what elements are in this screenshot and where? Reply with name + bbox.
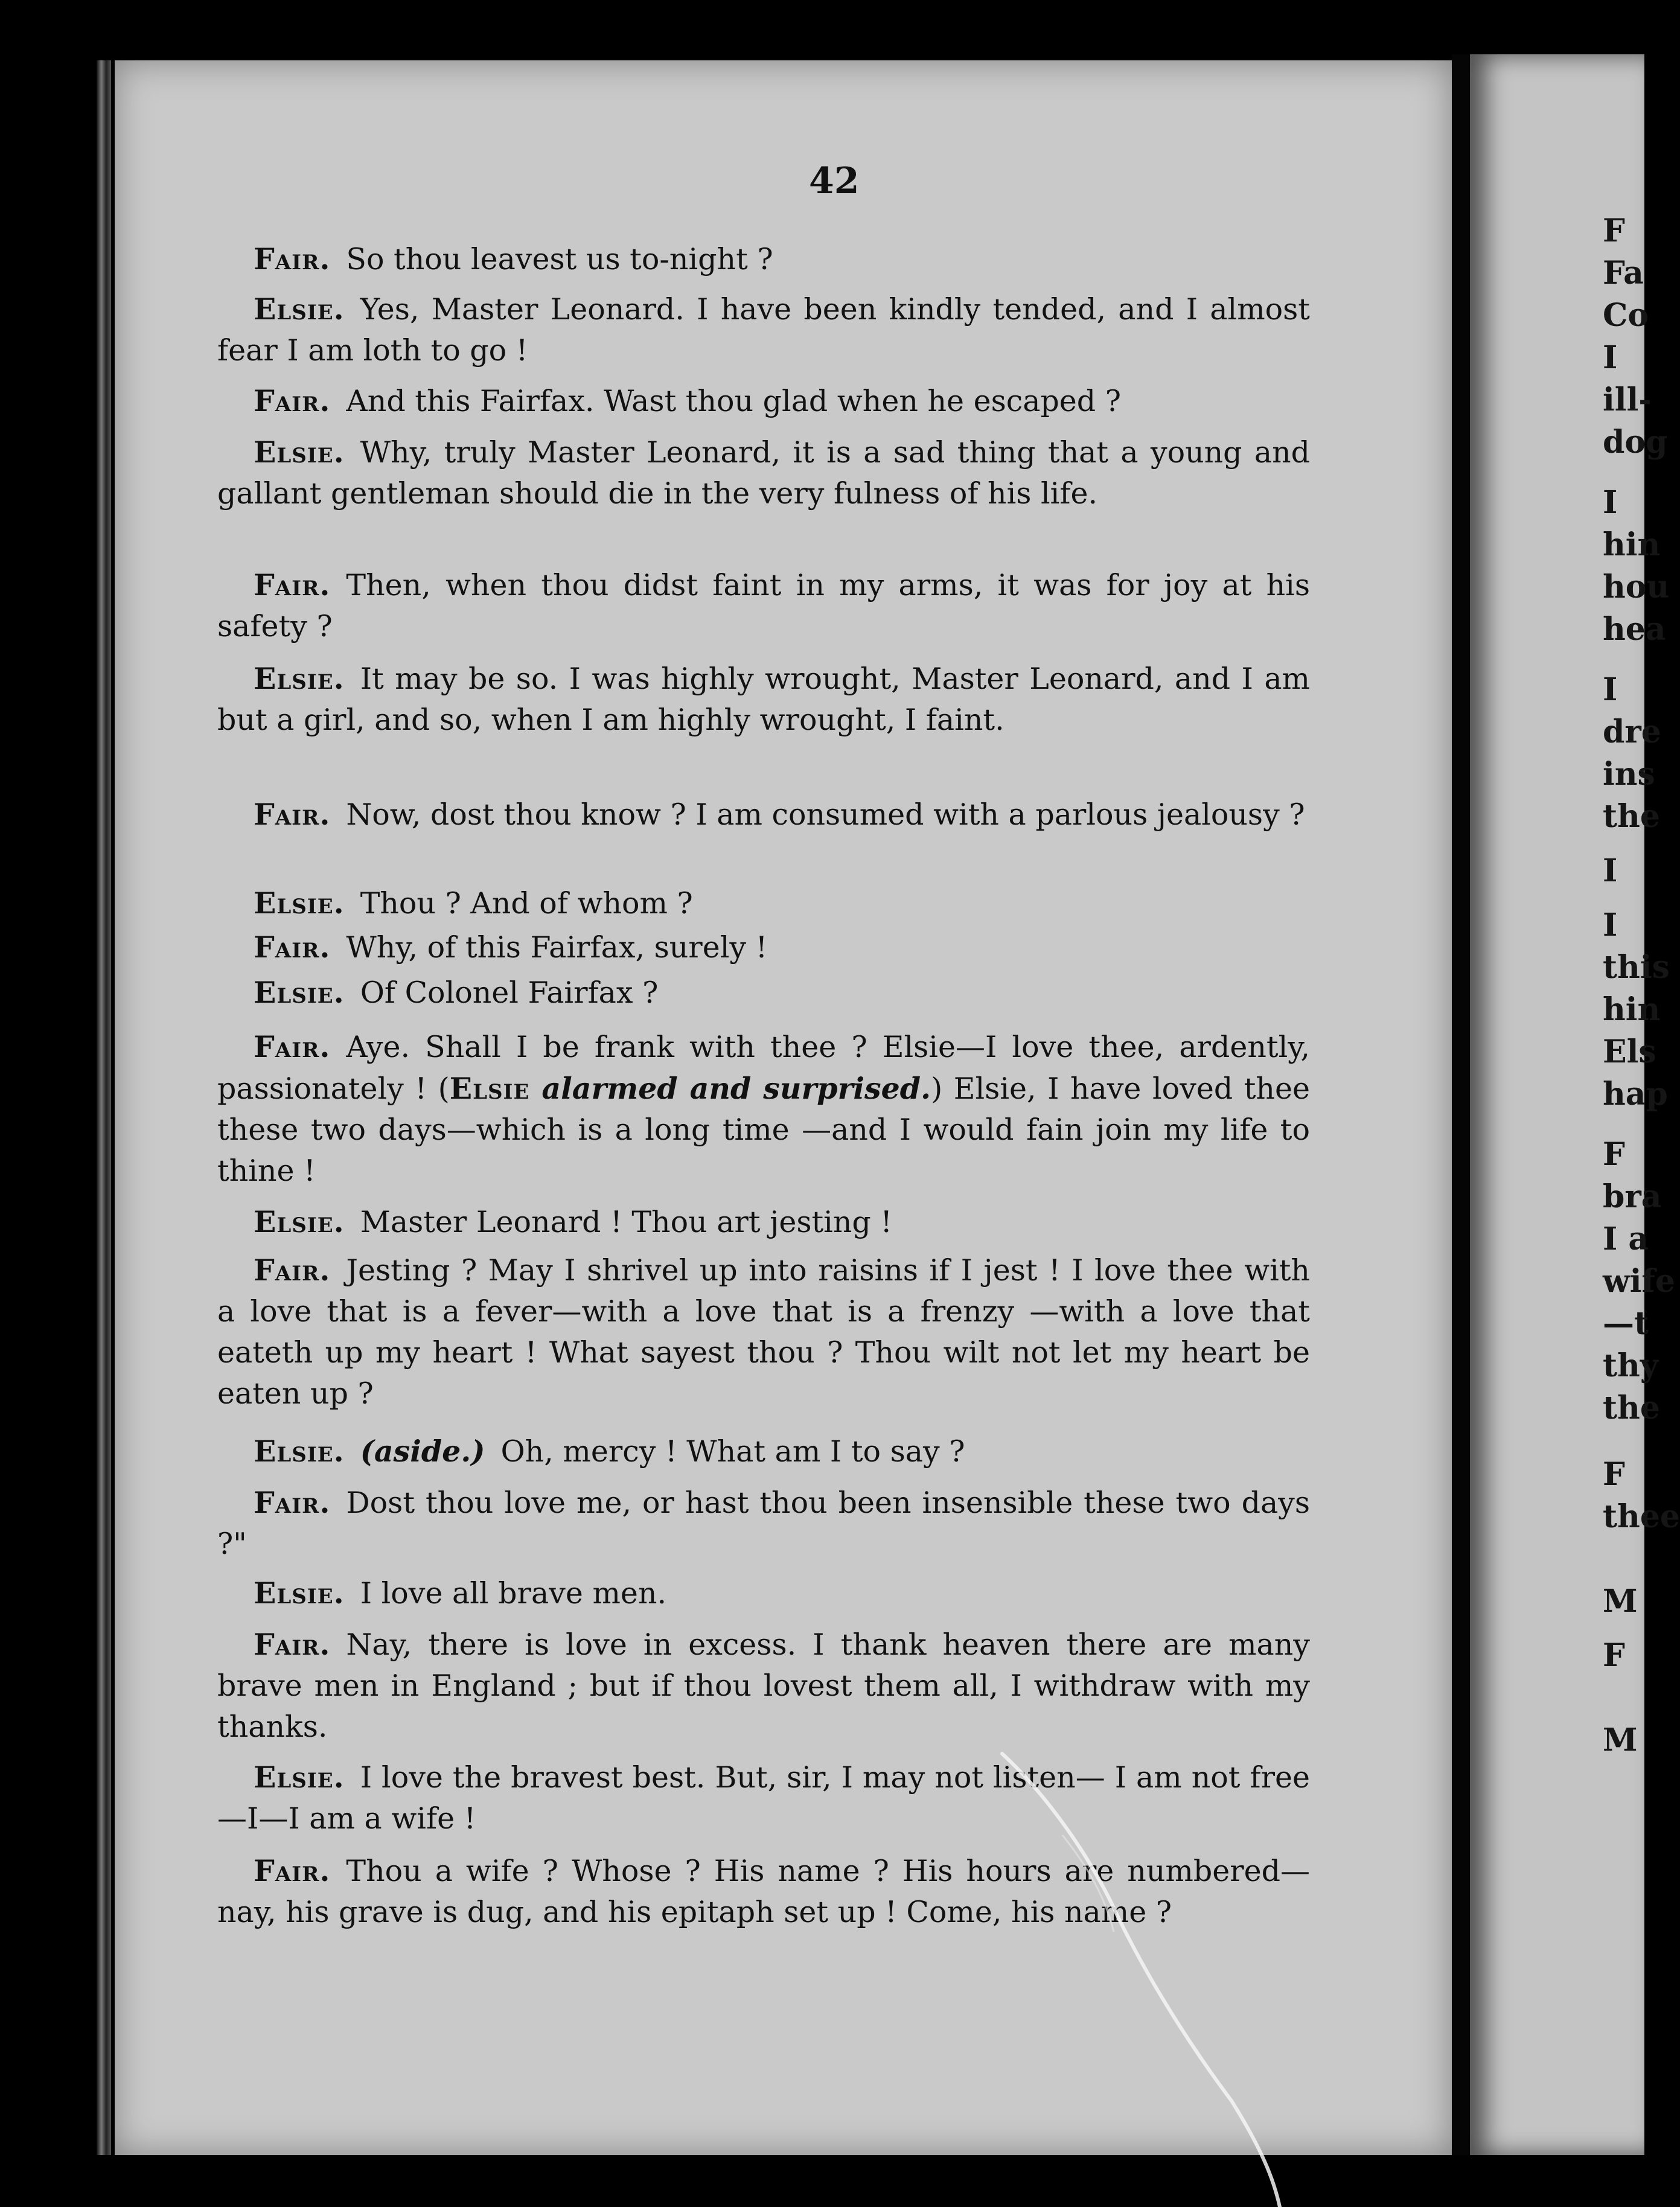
next-page-line: M [1603,1583,1638,1620]
speaker-name: Fair. [254,1029,331,1064]
dialogue-line [217,1624,1310,1748]
next-page-line: hou [1603,569,1670,605]
speech-text: Dost thou love me, or hast thou been insensible these two days ?" [217,1486,1310,1561]
dialogue-line [217,883,1310,924]
speech-text: Nay, there is love in excess. I thank heaven there are many brave men in England ; but if thou lovest them all, I withdraw with my thanks. [217,1627,1310,1744]
next-page-line: I a [1603,1221,1649,1257]
speech-text: Thou ? And of whom ? [360,886,693,921]
next-page-line: I [1603,907,1618,944]
speech-text: So thou leavest us to-night ? [346,242,773,276]
dialogue-line [217,658,1310,741]
stage-direction: (aside.) [360,1434,485,1469]
dialogue-line [217,1026,1310,1192]
next-page-line: —t [1603,1305,1649,1342]
speaker-name: Fair. [254,1253,331,1288]
dialogue-line [217,564,1310,647]
dialogue-line [217,432,1310,514]
dialogue-line [217,1573,1310,1614]
stage-direction: alarmed and surprised. [529,1071,931,1106]
next-page-line: hea [1603,611,1666,648]
speaker-name: Fair. [254,797,331,832]
speech-text: And this Fairfax. Wast thou glad when he escaped ? [346,384,1121,418]
speech-text: Then, when thou didst faint in my arms, it was for joy at his safety ? [217,568,1310,644]
next-page-line: F [1603,1456,1625,1493]
dialogue-line [217,380,1310,422]
speaker-name: Fair. [254,930,331,965]
speech-text: Yes, Master Leonard. I have been kindly tended, and I almost fear I am loth to go ! [217,292,1310,368]
speaker-name: Elsie. [254,886,345,921]
dialogue-line [217,1431,1310,1472]
dialogue-line [217,289,1310,371]
dialogue-line [217,794,1310,835]
next-page-line: ill- [1603,382,1652,418]
speaker-name: Elsie. [254,1576,345,1611]
speech-text: Why, truly Master Leonard, it is a sad thing that a young and gallant gentleman should die in the very fulness of his life. [217,435,1310,511]
next-page-line: thy [1603,1347,1659,1384]
speech-text: Aye. Shall I be frank with thee ? Elsie—I love thee, ardently, passionately ! ( [217,1030,1310,1106]
speaker-name: Fair. [254,1853,331,1888]
right-page-fragment [1470,54,1680,2155]
next-page-line: this [1603,949,1670,986]
dialogue-line [217,238,1310,280]
next-page-line: F [1603,1136,1625,1173]
speaker-name: Elsie. [254,975,345,1010]
next-page-line: F [1603,1637,1625,1674]
stage-direction-speaker: Elsie [449,1071,530,1106]
speech-text: Now, dost thou know ? I am consumed with a parlous jealousy ? [346,797,1305,832]
dialogue-line [217,927,1310,968]
next-page-line: hap [1603,1076,1668,1113]
speaker-name: Fair. [254,1485,331,1520]
page-edge-left [97,60,111,2155]
page-number: 42 [809,160,860,202]
speech-text: Of Colonel Fairfax ? [360,976,659,1010]
speaker-name: Elsie. [254,1434,345,1469]
next-page-line: the [1603,1390,1660,1426]
speaker-name: Fair. [254,1627,331,1662]
dialogue-line [217,1850,1310,1933]
next-page-line: wife [1603,1263,1675,1300]
next-page-line: dog [1603,424,1668,461]
next-page-line: Fa [1603,255,1644,292]
speaker-name: Elsie. [254,1204,345,1239]
next-page-line: I [1603,339,1618,376]
next-page-line: thee [1603,1498,1680,1535]
speaker-name: Fair. [254,241,331,276]
speech-text: Thou a wife ? Whose ? His name ? His hours are numbered—nay, his grave is dug, and his epitaph set up ! Come, his name ? [217,1854,1310,1929]
next-page-line: I [1603,484,1618,521]
speech-text: I love all brave men. [360,1576,667,1611]
speech-text: Jesting ? May I shrivel up into raisins if I jest ! I love thee with a love that is a fever—with a love that is a frenzy —with a love that eateth up my heart ! What sayest thou ? Thou wilt not let my heart be eaten up ? [217,1253,1310,1411]
book-spine [1452,54,1470,2155]
next-page-line: hin [1603,526,1661,563]
speaker-name: Elsie. [254,661,345,696]
speaker-name: Elsie. [254,1760,345,1795]
dialogue-line [217,1250,1310,1414]
dialogue-line [217,1482,1310,1565]
next-page-line: I [1603,852,1618,889]
dialogue-line [217,972,1310,1014]
speaker-name: Elsie. [254,292,345,327]
dialogue-line [217,1201,1310,1243]
next-page-line: Els [1603,1033,1656,1070]
next-page-line: dre [1603,714,1661,750]
next-page-line: bra [1603,1178,1662,1215]
next-page-line: the [1603,798,1660,835]
speaker-name: Fair. [254,383,331,418]
speech-text: Oh, mercy ! What am I to say ? [500,1434,965,1469]
next-page-line: M [1603,1722,1638,1758]
speech-text: Why, of this Fairfax, surely ! [346,930,768,965]
speaker-name: Elsie. [254,435,345,470]
speaker-name: Fair. [254,567,331,602]
speech-text-continued: ) Elsie, I have loved thee these two days—which is a long time —and I would fain join my life to thine ! [217,1072,1310,1188]
speech-text: It may be so. I was highly wrought, Master Leonard, and I am but a girl, and so, when I am highly wrought, I faint. [217,662,1310,737]
next-page-line: hin [1603,991,1661,1028]
next-page-line: F [1603,212,1625,249]
speech-text: Master Leonard ! Thou art jesting ! [360,1205,893,1239]
next-page-line: ins [1603,756,1655,793]
speech-text: I love the bravest best. But, sir, I may not listen— I am not free—I—I am a wife ! [217,1760,1310,1836]
dialogue-line [217,1757,1310,1839]
next-page-line: I [1603,671,1618,708]
next-page-line: Co [1603,297,1649,334]
